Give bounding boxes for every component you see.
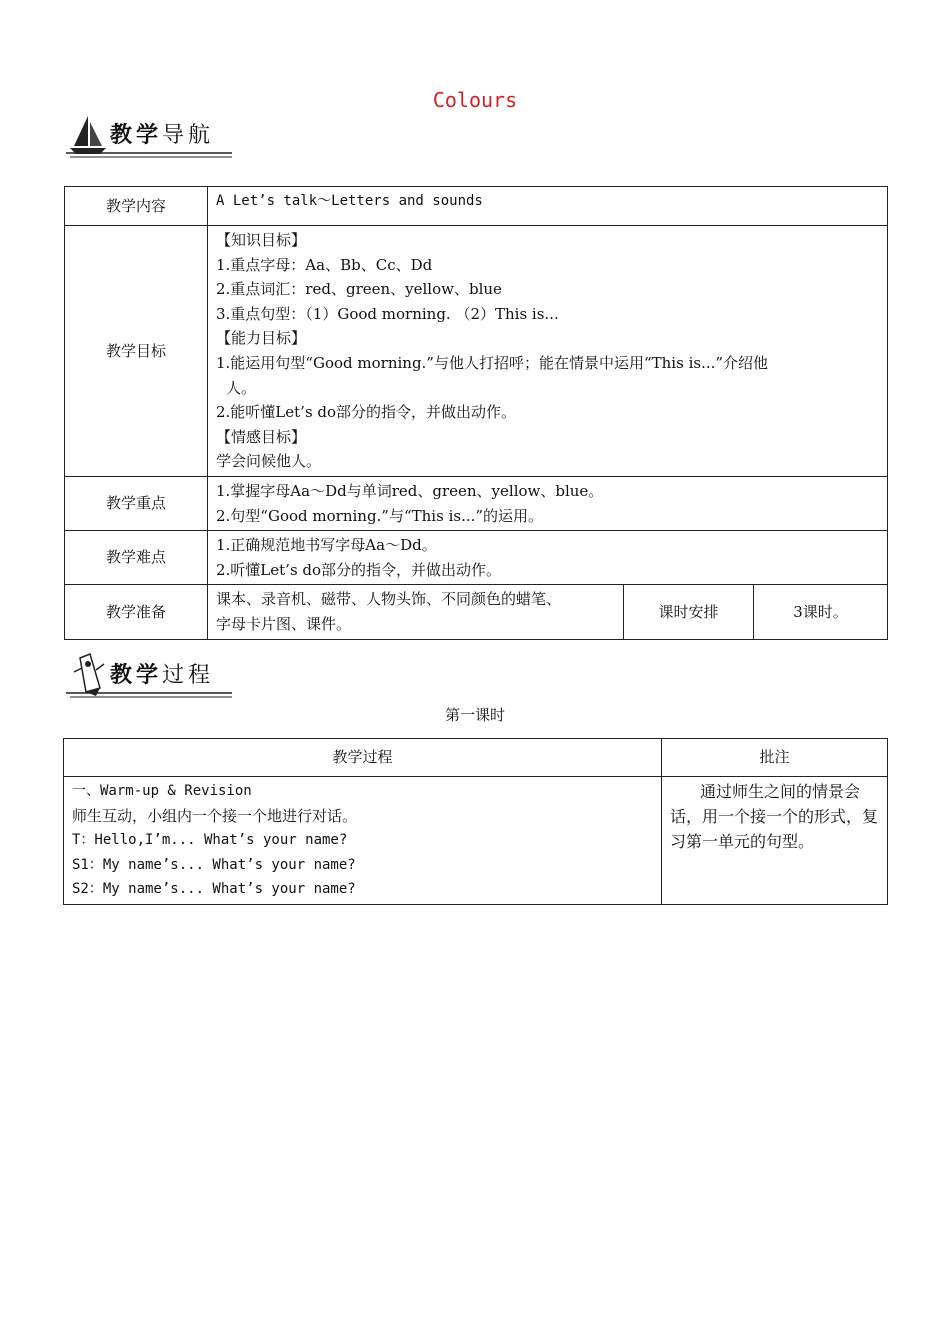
process-header: 教学过程	[64, 739, 662, 777]
banner-text-light: 过程	[162, 663, 215, 688]
preparation-cell	[208, 585, 624, 639]
difficult-points-cell	[208, 531, 888, 585]
notes-header: 批注	[662, 739, 888, 777]
key-points-cell	[208, 476, 888, 530]
difficult-point-item: 2.听懂Let’s do部分的指令，并做出动作。	[216, 560, 502, 579]
preparation-line: 课本、录音机、磁带、人物头饰、不同颜色的蜡笔、	[216, 590, 562, 609]
knowledge-item: 2.重点词汇：red、green、yellow、blue	[216, 280, 502, 299]
key-point-item: 2.句型“Good morning.”与“This is...”的运用。	[216, 506, 544, 525]
emotion-item: 学会问候他人。	[216, 452, 322, 471]
banner-text	[110, 658, 214, 689]
lesson-subtitle: 第一课时	[444, 706, 505, 724]
dialogue-line: T：Hello,I’m... What’s your name?	[72, 832, 348, 849]
difficult-point-item: 1.正确规范地书写字母Aa～Dd。	[216, 536, 437, 555]
banner-text-light: 导航	[162, 123, 215, 148]
content-label: 教学内容	[65, 187, 208, 226]
process-step-heading: 一、Warm-up & Revision	[72, 783, 252, 799]
preparation-label: 教学准备	[65, 585, 208, 639]
section-banner-guide	[66, 112, 236, 156]
knowledge-heading: 【知识目标】	[216, 231, 307, 249]
banner-text-bold: 教学	[110, 663, 163, 688]
content-value: A Let’s talk～Letters and sounds	[208, 187, 888, 226]
key-point-item: 1.掌握字母Aa～Dd与单词red、green、yellow、blue。	[216, 481, 604, 500]
emotion-heading: 【情感目标】	[216, 427, 307, 446]
ability-heading: 【能力目标】	[216, 329, 307, 348]
dialogue-line: S2：My name’s... What’s your name?	[72, 881, 356, 898]
preparation-line: 字母卡片图、课件。	[216, 614, 352, 633]
process-cell	[64, 777, 662, 905]
banner-text	[110, 118, 214, 149]
ability-item: 2.能听懂Let’s do部分的指令，并做出动作。	[216, 403, 517, 422]
ability-item: 1.能运用句型“Good morning.”与他人打招呼；能在情景中运用“This is...”介绍他	[216, 353, 769, 372]
ability-item-continued: 人。	[226, 378, 257, 397]
schedule-value: 3课时。	[754, 585, 888, 639]
dialogue-line: S1：My name’s... What’s your name?	[72, 856, 356, 873]
teaching-process-table	[63, 738, 888, 905]
key-points-label: 教学重点	[65, 476, 208, 530]
page-title: Colours	[432, 88, 518, 112]
knowledge-item: 3.重点句型：（1）Good morning. （2）This is...	[216, 304, 559, 323]
note-cell: 通过师生之间的情景会话，用一个接一个的形式，复习第一单元的句型。	[662, 777, 888, 905]
banner-text-bold: 教学	[110, 123, 163, 148]
goals-cell	[208, 226, 888, 477]
goals-label: 教学目标	[65, 226, 208, 477]
teaching-guide-table	[64, 186, 888, 640]
schedule-label: 课时安排	[624, 585, 754, 639]
knowledge-item: 1.重点字母：Aa、Bb、Cc、Dd	[216, 255, 433, 274]
difficult-points-label: 教学难点	[65, 531, 208, 585]
section-banner-process	[66, 652, 236, 696]
process-line: 师生互动，小组内一个接一个地进行对话。	[72, 806, 358, 825]
